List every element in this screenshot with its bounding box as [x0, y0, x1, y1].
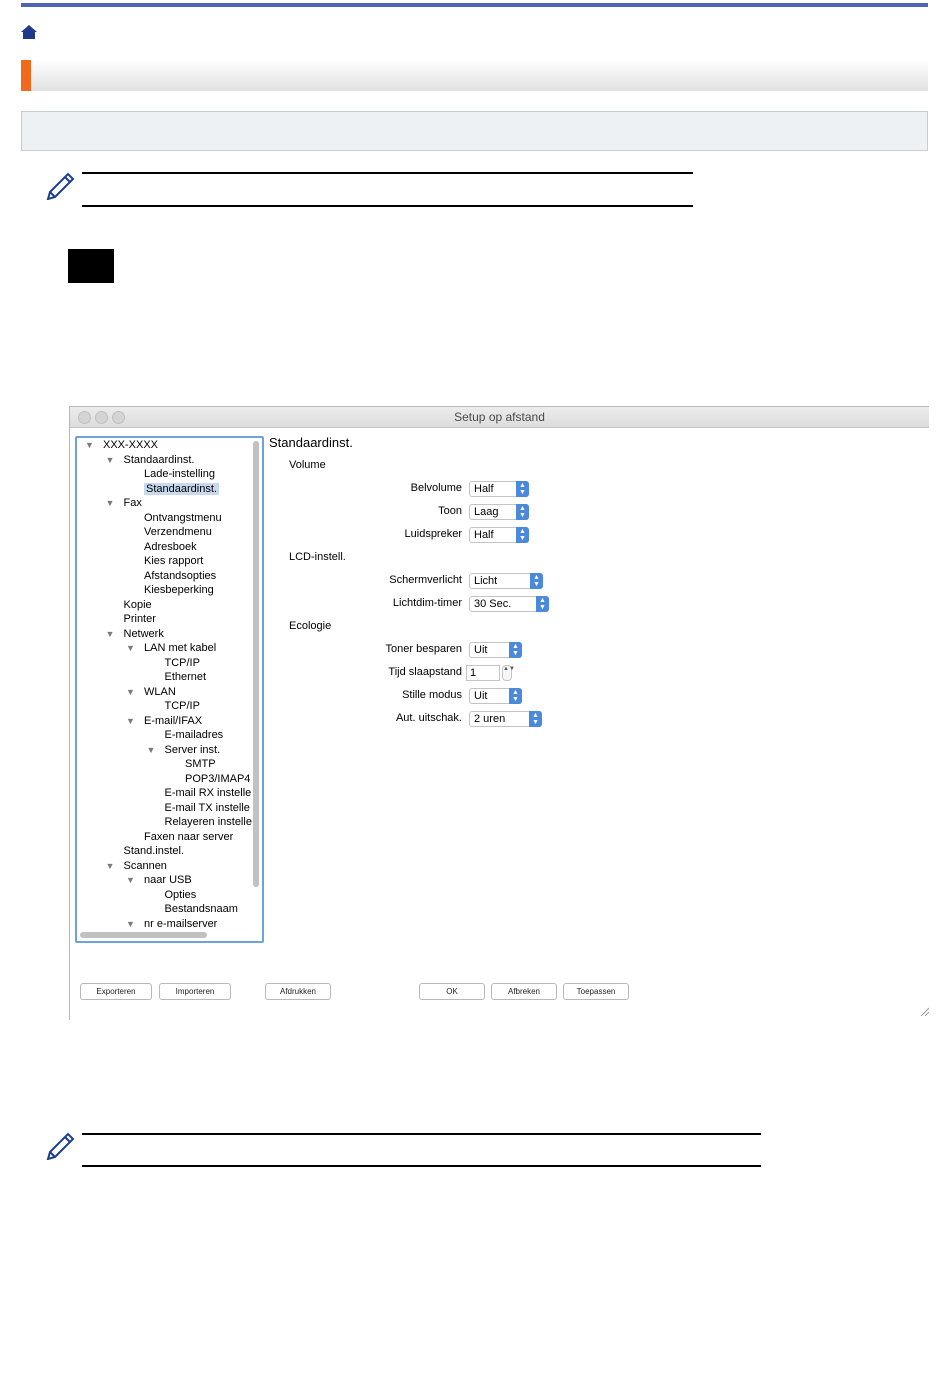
tree-vertical-scrollbar[interactable] — [253, 441, 259, 887]
tree-item-label: Kopie — [123, 598, 152, 611]
chevron-updown-icon: ▲ ▼ — [509, 688, 522, 704]
disclosure-triangle-icon[interactable]: ▼ — [126, 686, 135, 697]
tree-item[interactable] — [144, 526, 212, 539]
tree-item-label: Scannen — [123, 859, 167, 872]
tree-item-label: Standaardinst. — [123, 453, 195, 466]
page-title-band — [21, 60, 928, 91]
tree-item[interactable] — [144, 541, 197, 554]
page-title-accent — [21, 60, 31, 91]
tree-item[interactable] — [144, 468, 215, 481]
tree-item-label: Printer — [123, 613, 156, 625]
tree-item[interactable] — [165, 700, 200, 713]
panel-title: Standaardinst. — [269, 435, 353, 450]
print-button[interactable]: Afdrukken — [265, 983, 331, 1000]
disclosure-triangle-icon[interactable]: ▼ — [85, 440, 94, 450]
setting-select-value: Uit — [474, 690, 488, 702]
tree-item-label: E-mailadres — [164, 729, 224, 741]
setting-select[interactable] — [469, 481, 529, 497]
disclosure-triangle-icon[interactable]: ▼ — [105, 628, 115, 639]
sleep-time-input[interactable]: 1 — [466, 665, 500, 681]
import-button[interactable]: Importeren — [159, 983, 231, 1000]
tree-item[interactable] — [103, 439, 158, 452]
setting-select-value: Half — [474, 483, 494, 495]
tree-item[interactable] — [144, 570, 216, 583]
setting-select[interactable] — [469, 688, 522, 704]
note-rule-top — [82, 1133, 761, 1135]
field-label: Toon — [438, 505, 462, 517]
tree-item[interactable] — [124, 613, 156, 626]
field-label: Toner besparen — [385, 643, 462, 655]
tree-item[interactable] — [185, 758, 216, 771]
tree-item[interactable] — [165, 729, 224, 742]
group-ecology-label: Ecologie — [289, 620, 332, 632]
chevron-updown-icon: ▲ ▼ — [516, 481, 529, 497]
tree-item-label: Relayeren instelle — [164, 816, 252, 828]
apply-button[interactable]: Toepassen — [563, 983, 629, 1000]
tree-item[interactable] — [124, 599, 152, 612]
tree-item-label: Afstandsopties — [144, 569, 217, 582]
disclosure-triangle-icon[interactable]: ▼ — [126, 875, 135, 885]
note-rule-bottom — [82, 1165, 761, 1167]
disclosure-triangle-icon[interactable]: ▼ — [105, 860, 115, 871]
resize-grip-icon[interactable] — [919, 1006, 929, 1016]
group-lcd-label: LCD-instell. — [289, 551, 346, 563]
setting-select[interactable] — [469, 642, 522, 658]
tree-item-label: TCP/IP — [164, 656, 200, 669]
chevron-updown-icon: ▲ ▼ — [509, 642, 522, 658]
tree-item-label: Faxen naar server — [144, 830, 234, 843]
field-label: Schermverlicht — [389, 574, 462, 586]
tree-item-label: LAN met kabel — [144, 642, 217, 654]
tree-item[interactable] — [144, 686, 176, 699]
tree-item[interactable] — [144, 512, 222, 525]
tree-item[interactable] — [124, 497, 142, 510]
setting-select-value: Laag — [474, 506, 499, 518]
note-rule-top — [82, 172, 693, 174]
tree-horizontal-scrollbar[interactable] — [80, 932, 207, 938]
field-label: Tijd slaapstand — [388, 666, 462, 678]
tree-item-label: SMTP — [185, 758, 216, 770]
cancel-button[interactable]: Afbreken — [491, 983, 557, 1000]
field-label: Luidspreker — [404, 528, 462, 540]
tree-item-label: E-mail/IFAX — [144, 714, 203, 727]
tree-item[interactable] — [165, 816, 252, 829]
disclosure-triangle-icon[interactable]: ▼ — [126, 918, 135, 929]
setting-select-value: Uit — [474, 644, 488, 656]
tree-item[interactable] — [165, 802, 250, 815]
tree-item-label: naar USB — [144, 874, 192, 886]
note-rule-bottom — [82, 205, 693, 207]
tree-item-label: Kies rapport — [144, 555, 204, 567]
ok-button[interactable]: OK — [419, 983, 485, 1000]
setting-select-value: 30 Sec. — [474, 598, 512, 610]
tree-item[interactable] — [144, 715, 202, 728]
setting-select[interactable] — [469, 573, 543, 589]
chevron-updown-icon: ▲ ▼ — [516, 504, 529, 520]
step-number-box — [68, 249, 114, 283]
disclosure-triangle-icon[interactable]: ▼ — [126, 643, 135, 653]
tree-item-label: Ethernet — [164, 671, 207, 683]
tree-item[interactable] — [144, 555, 203, 568]
info-box — [21, 111, 928, 151]
remote-setup-window — [69, 406, 929, 1020]
field-label: Aut. uitschak. — [395, 712, 462, 724]
setting-select[interactable] — [469, 596, 549, 612]
tree-item[interactable] — [124, 454, 195, 467]
chevron-updown-icon: ▲ ▼ — [529, 711, 542, 727]
window-title: Setup op afstand — [454, 410, 545, 424]
tree-item[interactable] — [124, 860, 167, 873]
tree-item[interactable] — [144, 831, 233, 844]
tree-item-label: Kiesbeperking — [144, 584, 214, 596]
tree-item[interactable] — [165, 903, 238, 916]
tree-item-label: Adresboek — [144, 540, 197, 553]
disclosure-triangle-icon[interactable]: ▼ — [105, 498, 115, 508]
sleep-time-stepper[interactable]: ▲▼ — [502, 665, 512, 681]
chevron-updown-icon: ▲ ▼ — [536, 596, 549, 612]
export-button[interactable]: Exporteren — [80, 983, 152, 1000]
tree-item-label: Server inst. — [164, 743, 221, 756]
disclosure-triangle-icon[interactable]: ▼ — [105, 454, 115, 465]
tree-item[interactable] — [165, 657, 200, 670]
group-volume-label: Volume — [289, 459, 326, 471]
tree-item[interactable] — [124, 845, 185, 858]
field-label: Stille modus — [402, 689, 462, 701]
setting-select-value: Licht — [474, 575, 498, 587]
window-titlebar — [70, 407, 929, 428]
tree-item-label: Stand.instel. — [123, 845, 185, 857]
tree-item-label: TCP/IP — [164, 700, 200, 712]
tree-item[interactable] — [124, 628, 164, 641]
tree-item-label: Ontvangstmenu — [144, 511, 222, 524]
disclosure-triangle-icon[interactable]: ▼ — [146, 744, 156, 755]
window-content — [70, 428, 929, 1020]
setting-select[interactable] — [469, 711, 542, 727]
tree-item[interactable] — [165, 671, 207, 684]
home-icon[interactable] — [21, 25, 37, 39]
chevron-updown-icon: ▲ ▼ — [516, 527, 529, 543]
tree-item[interactable] — [165, 787, 252, 800]
tree-item-label: nr e-mailserver — [144, 917, 218, 930]
tree-item-label: Opties — [164, 888, 197, 901]
field-label: Lichtdim-timer — [392, 597, 462, 609]
tree-item[interactable] — [165, 889, 197, 902]
tree-item-label: Netwerk — [123, 627, 164, 640]
tree-item-label: POP3/IMAP4 — [185, 772, 251, 785]
setting-select-value: Half — [474, 529, 494, 541]
tree-item[interactable] — [165, 744, 221, 757]
pencil-icon — [44, 1126, 78, 1160]
tree-item[interactable] — [144, 918, 217, 931]
tree-item-label: Verzendmenu — [144, 526, 212, 538]
chevron-updown-icon: ▲ ▼ — [530, 573, 543, 589]
tree-item-label: WLAN — [144, 685, 176, 698]
field-label: Belvolume — [410, 482, 462, 494]
tree-item[interactable] — [144, 584, 214, 597]
tree-item-label: E-mail RX instelle — [164, 787, 252, 799]
pencil-icon — [44, 166, 78, 200]
top-accent-bar — [21, 3, 928, 7]
settings-tree[interactable] — [75, 436, 264, 943]
setting-select[interactable] — [469, 504, 529, 520]
setting-select-value: 2 uren — [474, 713, 506, 725]
tree-item-label: XXX-XXXX — [103, 439, 159, 451]
tree-item[interactable] — [144, 483, 219, 496]
tree-item-label: E-mail TX instelle — [164, 801, 250, 814]
tree-item-label: Lade-instelling — [144, 468, 215, 480]
disclosure-triangle-icon[interactable]: ▼ — [126, 715, 135, 726]
tree-item-label: Fax — [123, 497, 142, 509]
tree-item[interactable] — [185, 773, 250, 786]
tree-item[interactable] — [144, 642, 216, 655]
tree-item-label: Bestandsnaam — [164, 903, 238, 915]
setting-select[interactable] — [469, 527, 529, 543]
tree-item[interactable] — [144, 874, 192, 887]
tree-item-label: Standaardinst. — [146, 482, 217, 495]
